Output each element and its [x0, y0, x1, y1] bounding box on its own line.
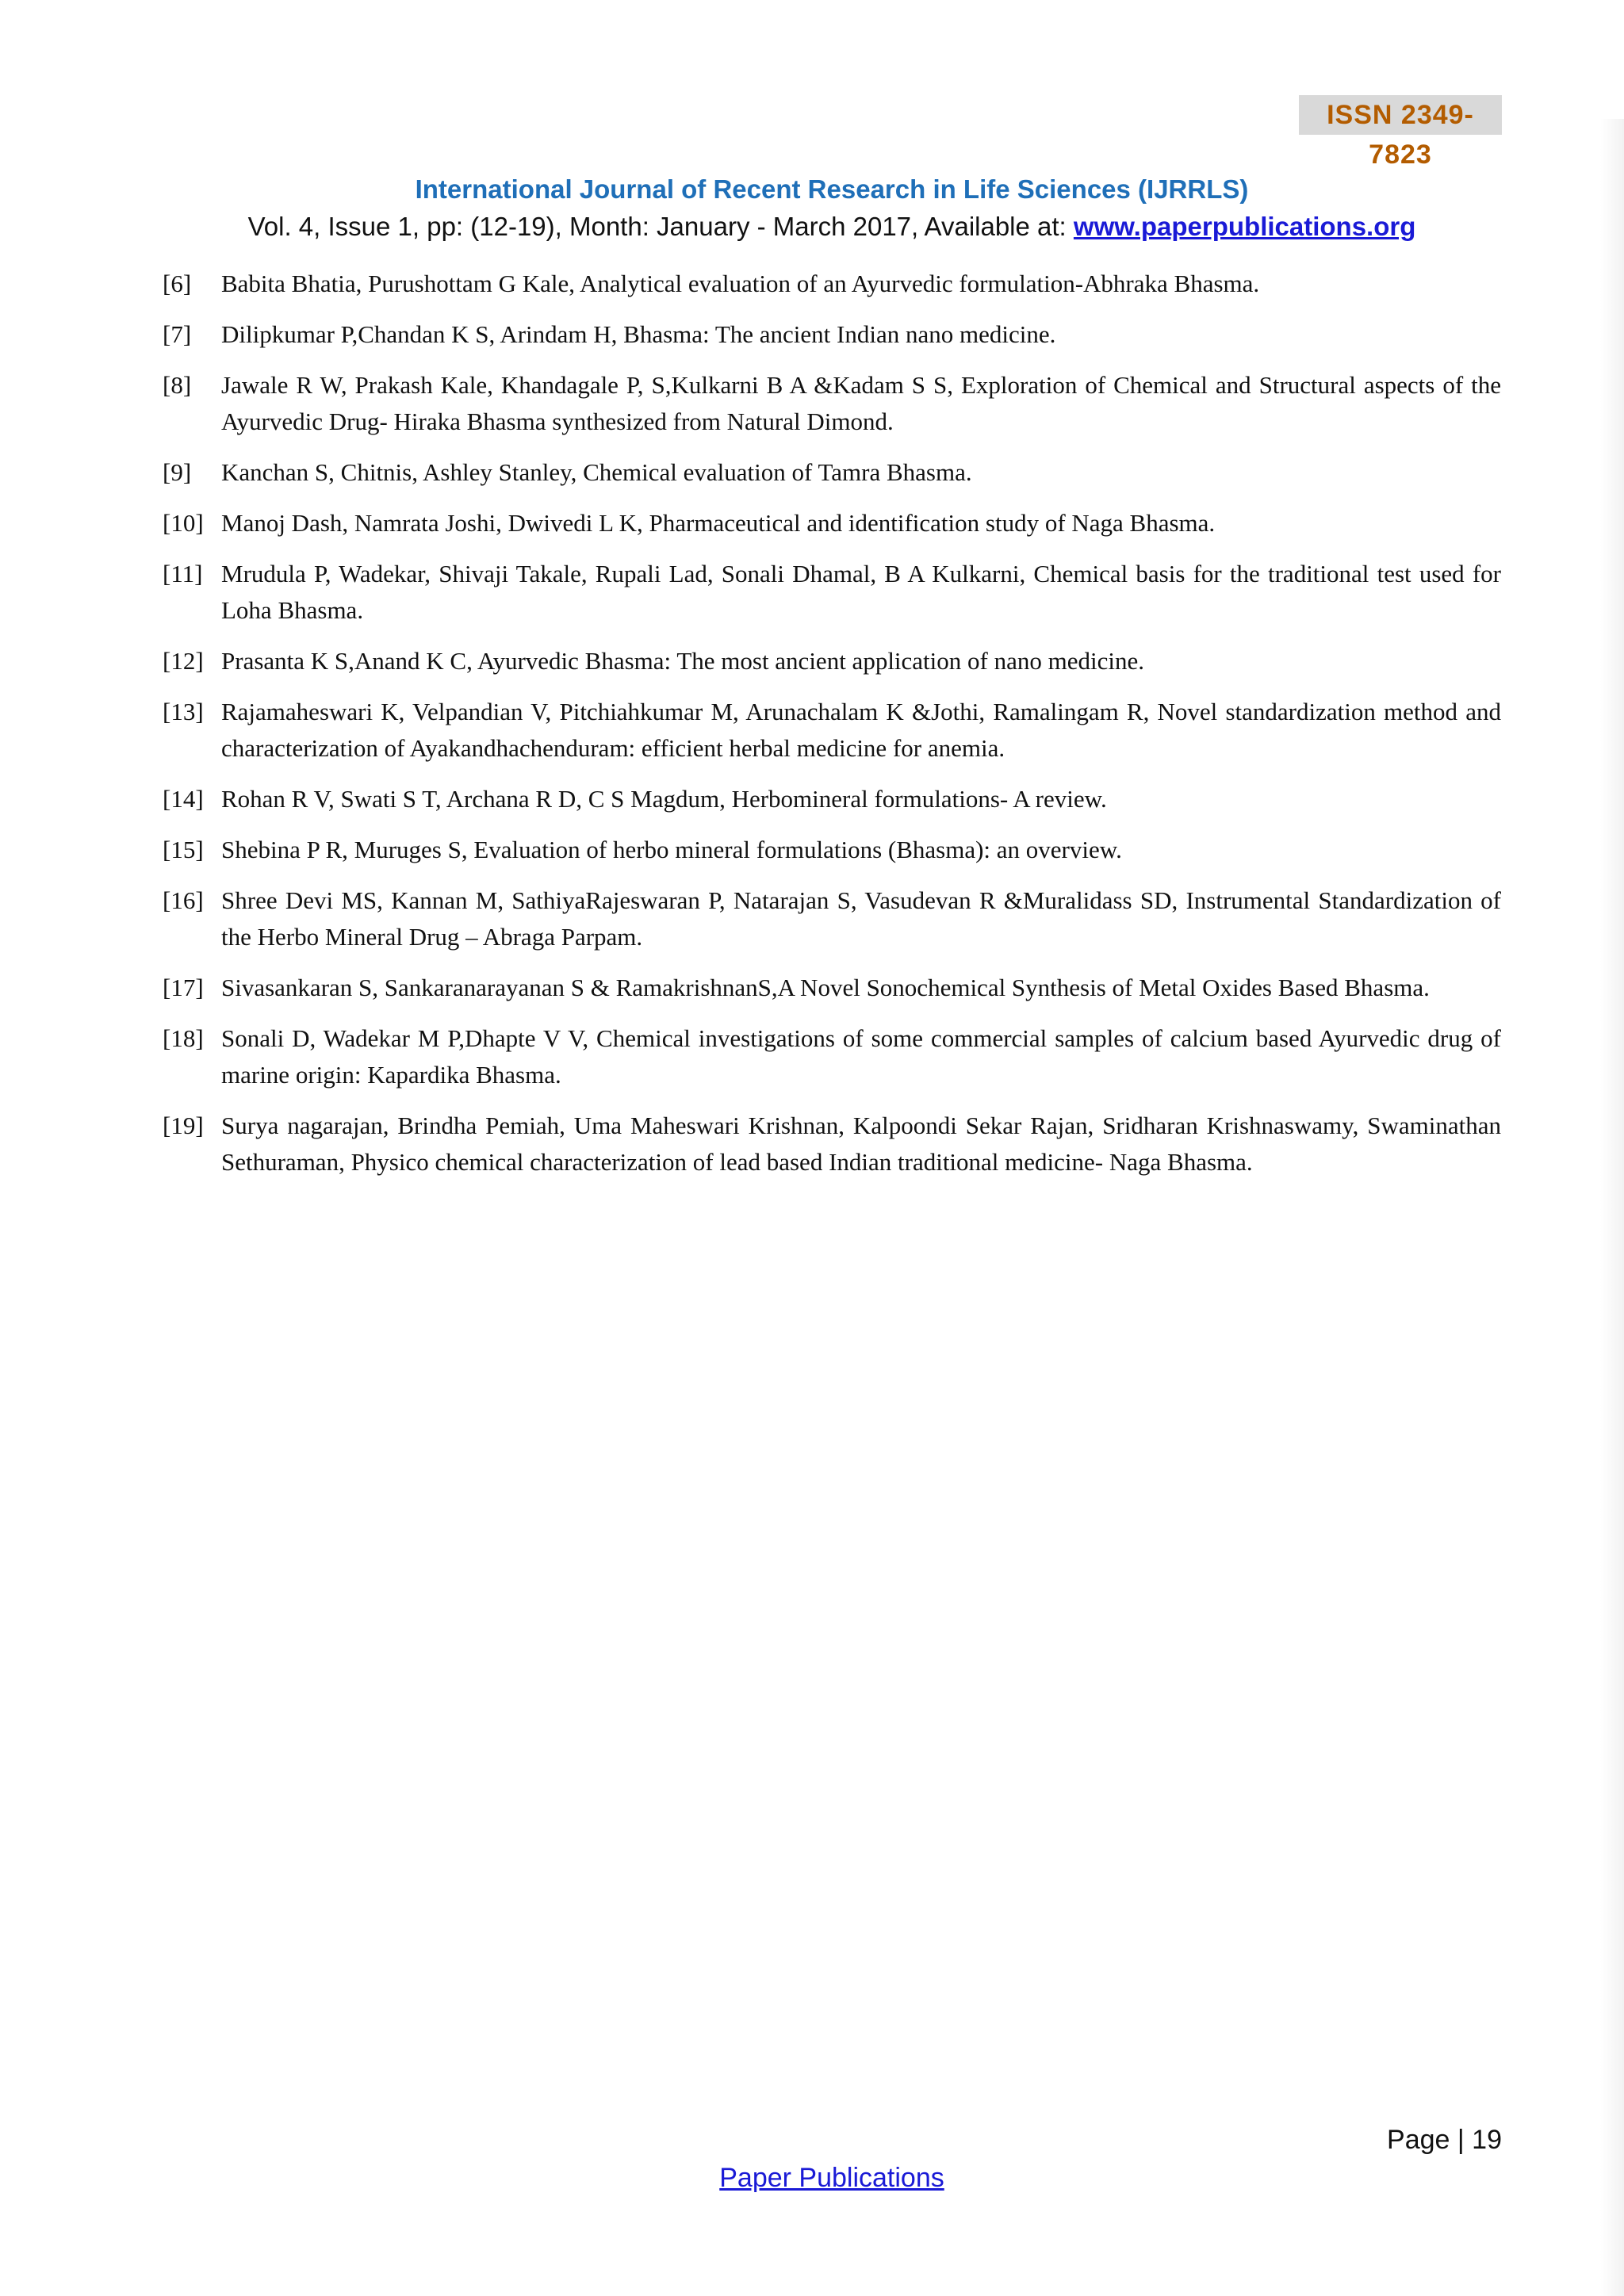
- reference-number: [11]: [163, 560, 203, 587]
- footer-publisher: [0, 2163, 1624, 2194]
- journal-website-link[interactable]: www.paperpublications.org: [1073, 212, 1416, 241]
- reference-number: [12]: [163, 647, 204, 675]
- reference-text: Kanchan S, Chitnis, Ashley Stanley, Chemical evaluation of Tamra Bhasma.: [221, 458, 972, 486]
- reference-text: Manoj Dash, Namrata Joshi, Dwivedi L K, Pharmaceutical and identification study of Naga Bhasma.: [221, 509, 1216, 537]
- reference-item: [163, 556, 1501, 629]
- page-edge-shadow: [1600, 119, 1624, 2296]
- reference-text: Jawale R W, Prakash Kale, Khandagale P, S,Kulkarni B A &Kadam S S, Exploration of Chemical and Structural aspects of the Ayurvedic Drug- Hiraka Bhasma synthesized from Natural Dimond.: [221, 371, 1501, 435]
- journal-info-text: Vol. 4, Issue 1, pp: (12-19), Month: January - March 2017, Available at:: [247, 212, 1074, 241]
- reference-number: [9]: [163, 458, 192, 486]
- reference-text: Prasanta K S,Anand K C, Ayurvedic Bhasma: The most ancient application of nano medicine.: [221, 647, 1144, 675]
- reference-number: [18]: [163, 1024, 204, 1052]
- issn-label: ISSN 2349-7823: [1299, 95, 1502, 135]
- reference-text: Surya nagarajan, Brindha Pemiah, Uma Maheswari Krishnan, Kalpoondi Sekar Rajan, Sridharan Krishnaswamy, Swaminathan Sethuraman, Physico chemical characterization of lead based Indian traditional medicine- Naga Bhasma.: [221, 1112, 1501, 1176]
- reference-item: [163, 1020, 1501, 1093]
- reference-item: [163, 266, 1501, 302]
- reference-text: Dilipkumar P,Chandan K S, Arindam H, Bhasma: The ancient Indian nano medicine.: [221, 320, 1056, 348]
- reference-text: Rohan R V, Swati S T, Archana R D, C S Magdum, Herbomineral formulations- A review.: [221, 785, 1107, 813]
- reference-number: [13]: [163, 698, 204, 725]
- reference-item: [163, 454, 1501, 491]
- reference-item: [163, 832, 1501, 868]
- reference-text: Sonali D, Wadekar M P,Dhapte V V, Chemical investigations of some commercial samples of calcium based Ayurvedic drug of marine origin: Kapardika Bhasma.: [221, 1024, 1501, 1089]
- reference-number: [17]: [163, 974, 204, 1001]
- reference-item: [163, 694, 1501, 767]
- reference-item: [163, 505, 1501, 541]
- reference-item: [163, 316, 1501, 353]
- reference-item: [163, 781, 1501, 817]
- reference-number: [8]: [163, 371, 192, 399]
- reference-text: Shebina P R, Muruges S, Evaluation of herbo mineral formulations (Bhasma): an overview.: [221, 836, 1122, 863]
- journal-title: International Journal of Recent Research in Life Sciences (IJRRLS): [415, 174, 1249, 204]
- reference-item: [163, 1108, 1501, 1181]
- reference-number: [6]: [163, 270, 192, 297]
- reference-text: Babita Bhatia, Purushottam G Kale, Analytical evaluation of an Ayurvedic formulation-Abhraka Bhasma.: [221, 270, 1260, 297]
- reference-list: [163, 266, 1501, 1195]
- reference-number: [14]: [163, 785, 204, 813]
- reference-number: [19]: [163, 1112, 204, 1139]
- reference-text: Mrudula P, Wadekar, Shivaji Takale, Rupali Lad, Sonali Dhamal, B A Kulkarni, Chemical basis for the traditional test used for Loha Bhasma.: [221, 560, 1501, 624]
- reference-item: [163, 970, 1501, 1006]
- reference-text: Shree Devi MS, Kannan M, SathiyaRajeswaran P, Natarajan S, Vasudevan R &Muralidass SD, Instrumental Standardization of the Herbo Mineral Drug – Abraga Parpam.: [221, 886, 1501, 951]
- reference-number: [7]: [163, 320, 192, 348]
- reference-item: [163, 882, 1501, 955]
- page-number: Page | 19: [1387, 2125, 1502, 2155]
- reference-number: [16]: [163, 886, 204, 914]
- reference-number: [10]: [163, 509, 204, 537]
- reference-item: [163, 643, 1501, 679]
- reference-text: Sivasankaran S, Sankaranarayanan S & RamakrishnanS,A Novel Sonochemical Synthesis of Metal Oxides Based Bhasma.: [221, 974, 1430, 1001]
- reference-number: [15]: [163, 836, 204, 863]
- journal-info: [0, 208, 1624, 246]
- publisher-link[interactable]: Paper Publications: [719, 2163, 944, 2193]
- reference-text: Rajamaheswari K, Velpandian V, Pitchiahkumar M, Arunachalam K &Jothi, Ramalingam R, Novel standardization method and characterization of Ayakandhachenduram: efficient herbal medicine for anemia.: [221, 698, 1501, 762]
- reference-item: [163, 367, 1501, 440]
